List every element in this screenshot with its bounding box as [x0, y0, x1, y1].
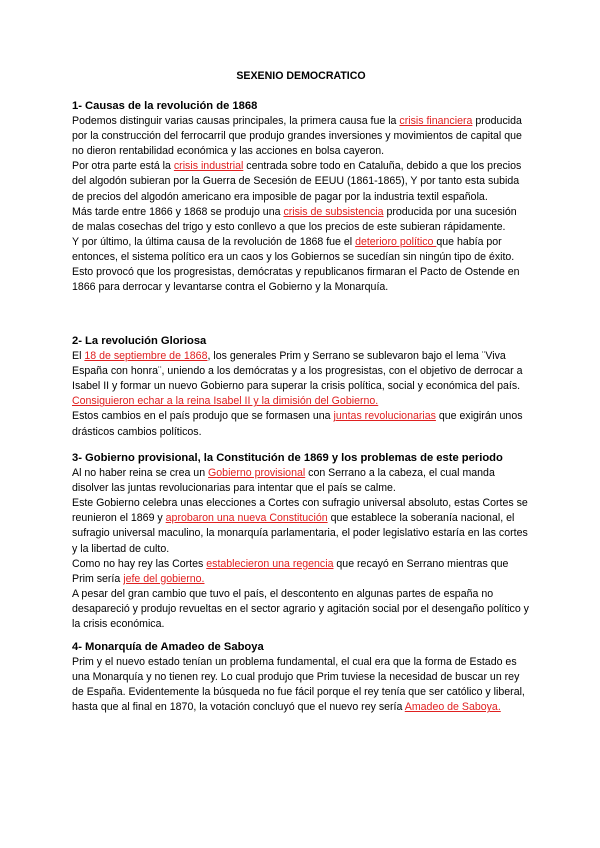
highlight-link[interactable]: establecieron una regencia [206, 557, 334, 570]
paragraph [72, 349, 530, 409]
section-heading: 1- Causas de la revolución de 1868 [72, 100, 258, 112]
section-heading: 4- Monarquía de Amadeo de Saboya [72, 641, 264, 653]
highlight-link[interactable]: jefe del gobierno. [123, 572, 205, 585]
highlight-link[interactable]: Gobierno provisional [208, 467, 306, 480]
text-run: Y por último, la última causa de la revolución de 1868 fue el [72, 235, 356, 248]
text-run: que recayó en Serrano mientras que Prim sería [72, 557, 509, 585]
highlight-link[interactable]: Consiguieron echar a la reina Isabel II y la dimisión del Gobierno. [72, 395, 379, 408]
text-run: con Serrano a la cabeza, el cual manda disolver las juntas revolucionarias para intentar que el país se calme. [72, 467, 495, 495]
highlight-link[interactable]: aprobaron una nueva Constitución [165, 512, 328, 525]
highlight-link[interactable]: 18 de septiembre de 1868 [84, 350, 208, 363]
text-run: producida por la construcción del ferrocarril que produjo grandes inversiones y movimientos de capital que no dieron rentabilidad económica y las acciones en bolsa cayeron. [72, 115, 522, 158]
highlight-link[interactable]: juntas revolucionarias [333, 410, 436, 423]
text-run: que establece la soberanía nacional, el sufragio universal maculino, la monarquía parlamentaria, el poder legislativo estaría en las cortes y la libertad de culto. [72, 512, 528, 555]
text-run: Como no hay rey las Cortes [72, 557, 207, 570]
paragraph [72, 159, 530, 204]
text-run: Podemos distinguir varias causas principales, la primera causa fue la [72, 115, 400, 128]
section-amadeo-de-saboya [72, 640, 530, 715]
paragraph [72, 655, 530, 715]
highlight-link[interactable]: Amadeo de Saboya. [404, 701, 501, 714]
paragraph: A pesar del gran cambio que tuvo el país, el descontento en algunas partes de españa no desapareció y produjo revueltas en el sector agrario y agitación social por el desengaño político y la crisis económica. [72, 587, 529, 631]
text-run: Este Gobierno celebra unas elecciones a Cortes con sufragio universal absoluto, estas Cortes se reunieron el 1869 y [72, 497, 528, 525]
text-run: Estos cambios en el país produjo que se formasen una [72, 410, 334, 423]
text-run: , los generales Prim y Serrano se sublevaron bajo el lema ¨Viva España con honra¨, uniendo a los demócratas y a los progresistas, con el objetivo de derrocar a Isabel II y formar un nuevo Gobierno para superar la crisis política, social y económica del país. [72, 350, 523, 393]
highlight-link[interactable]: deterioro político [355, 235, 437, 248]
document-title: SEXENIO DEMOCRATICO [236, 70, 366, 82]
section-gobierno-provisional [72, 451, 530, 632]
highlight-link[interactable]: crisis industrial [173, 160, 244, 173]
text-run: producida por una sucesión de malas cosechas del trigo y esto conllevo a que los precios de este subieran rápidamente. [72, 205, 517, 233]
text-run: El [72, 350, 85, 363]
paragraph [72, 466, 530, 496]
section-revolucion-gloriosa [72, 334, 530, 440]
text-run: que había por entonces, el sistema político era un caos y los Gobiernos se sucedían sin ningún tipo de éxito. Esto provocó que los progresistas, demócratas y republicanos firmaran el Pacto de Ostende en 1866 para derrocar y levantarse contra el Gobierno y la Monarquía. [72, 235, 520, 294]
paragraph [72, 557, 530, 587]
text-run: que exigirán unos drásticos cambios políticos. [72, 410, 523, 438]
text-run: Prim y el nuevo estado tenían un problema fundamental, el cual era que la forma de Estado es una Monarquía y no tienen rey. Lo cual produjo que Prim tuviese la necesidad de buscar un rey de España. Evidentemente la búsqueda no fue fácil porque el rey tenía que ser católico y liberal, hasta que al final en 1870, la votación concluyó que el nuevo rey sería [72, 656, 525, 714]
highlight-link[interactable]: crisis de subsistencia [283, 205, 384, 218]
highlight-link[interactable]: crisis financiera [399, 115, 473, 128]
section-causas [72, 99, 530, 295]
paragraph [72, 409, 530, 439]
paragraph [72, 205, 530, 235]
paragraph [72, 496, 530, 556]
section-heading: 3- Gobierno provisional, la Constitución de 1869 y los problemas de este periodo [72, 452, 503, 464]
paragraph [72, 235, 530, 295]
text-run: Al no haber reina se crea un [72, 467, 209, 480]
section-heading: 2- La revolución Gloriosa [72, 335, 207, 347]
text-run: centrada sobre todo en Cataluña, debido a que los precios del algodón subieran por la Guerra de Secesión de EEUU (1861-1865), Y por tanto esta subida de precios del algodón americano era imposible de pagar por la industria textil española. [72, 160, 522, 203]
text-run: Más tarde entre 1866 y 1868 se produjo una [72, 205, 284, 218]
paragraph [72, 114, 530, 159]
text-run: Por otra parte está la [72, 160, 174, 173]
